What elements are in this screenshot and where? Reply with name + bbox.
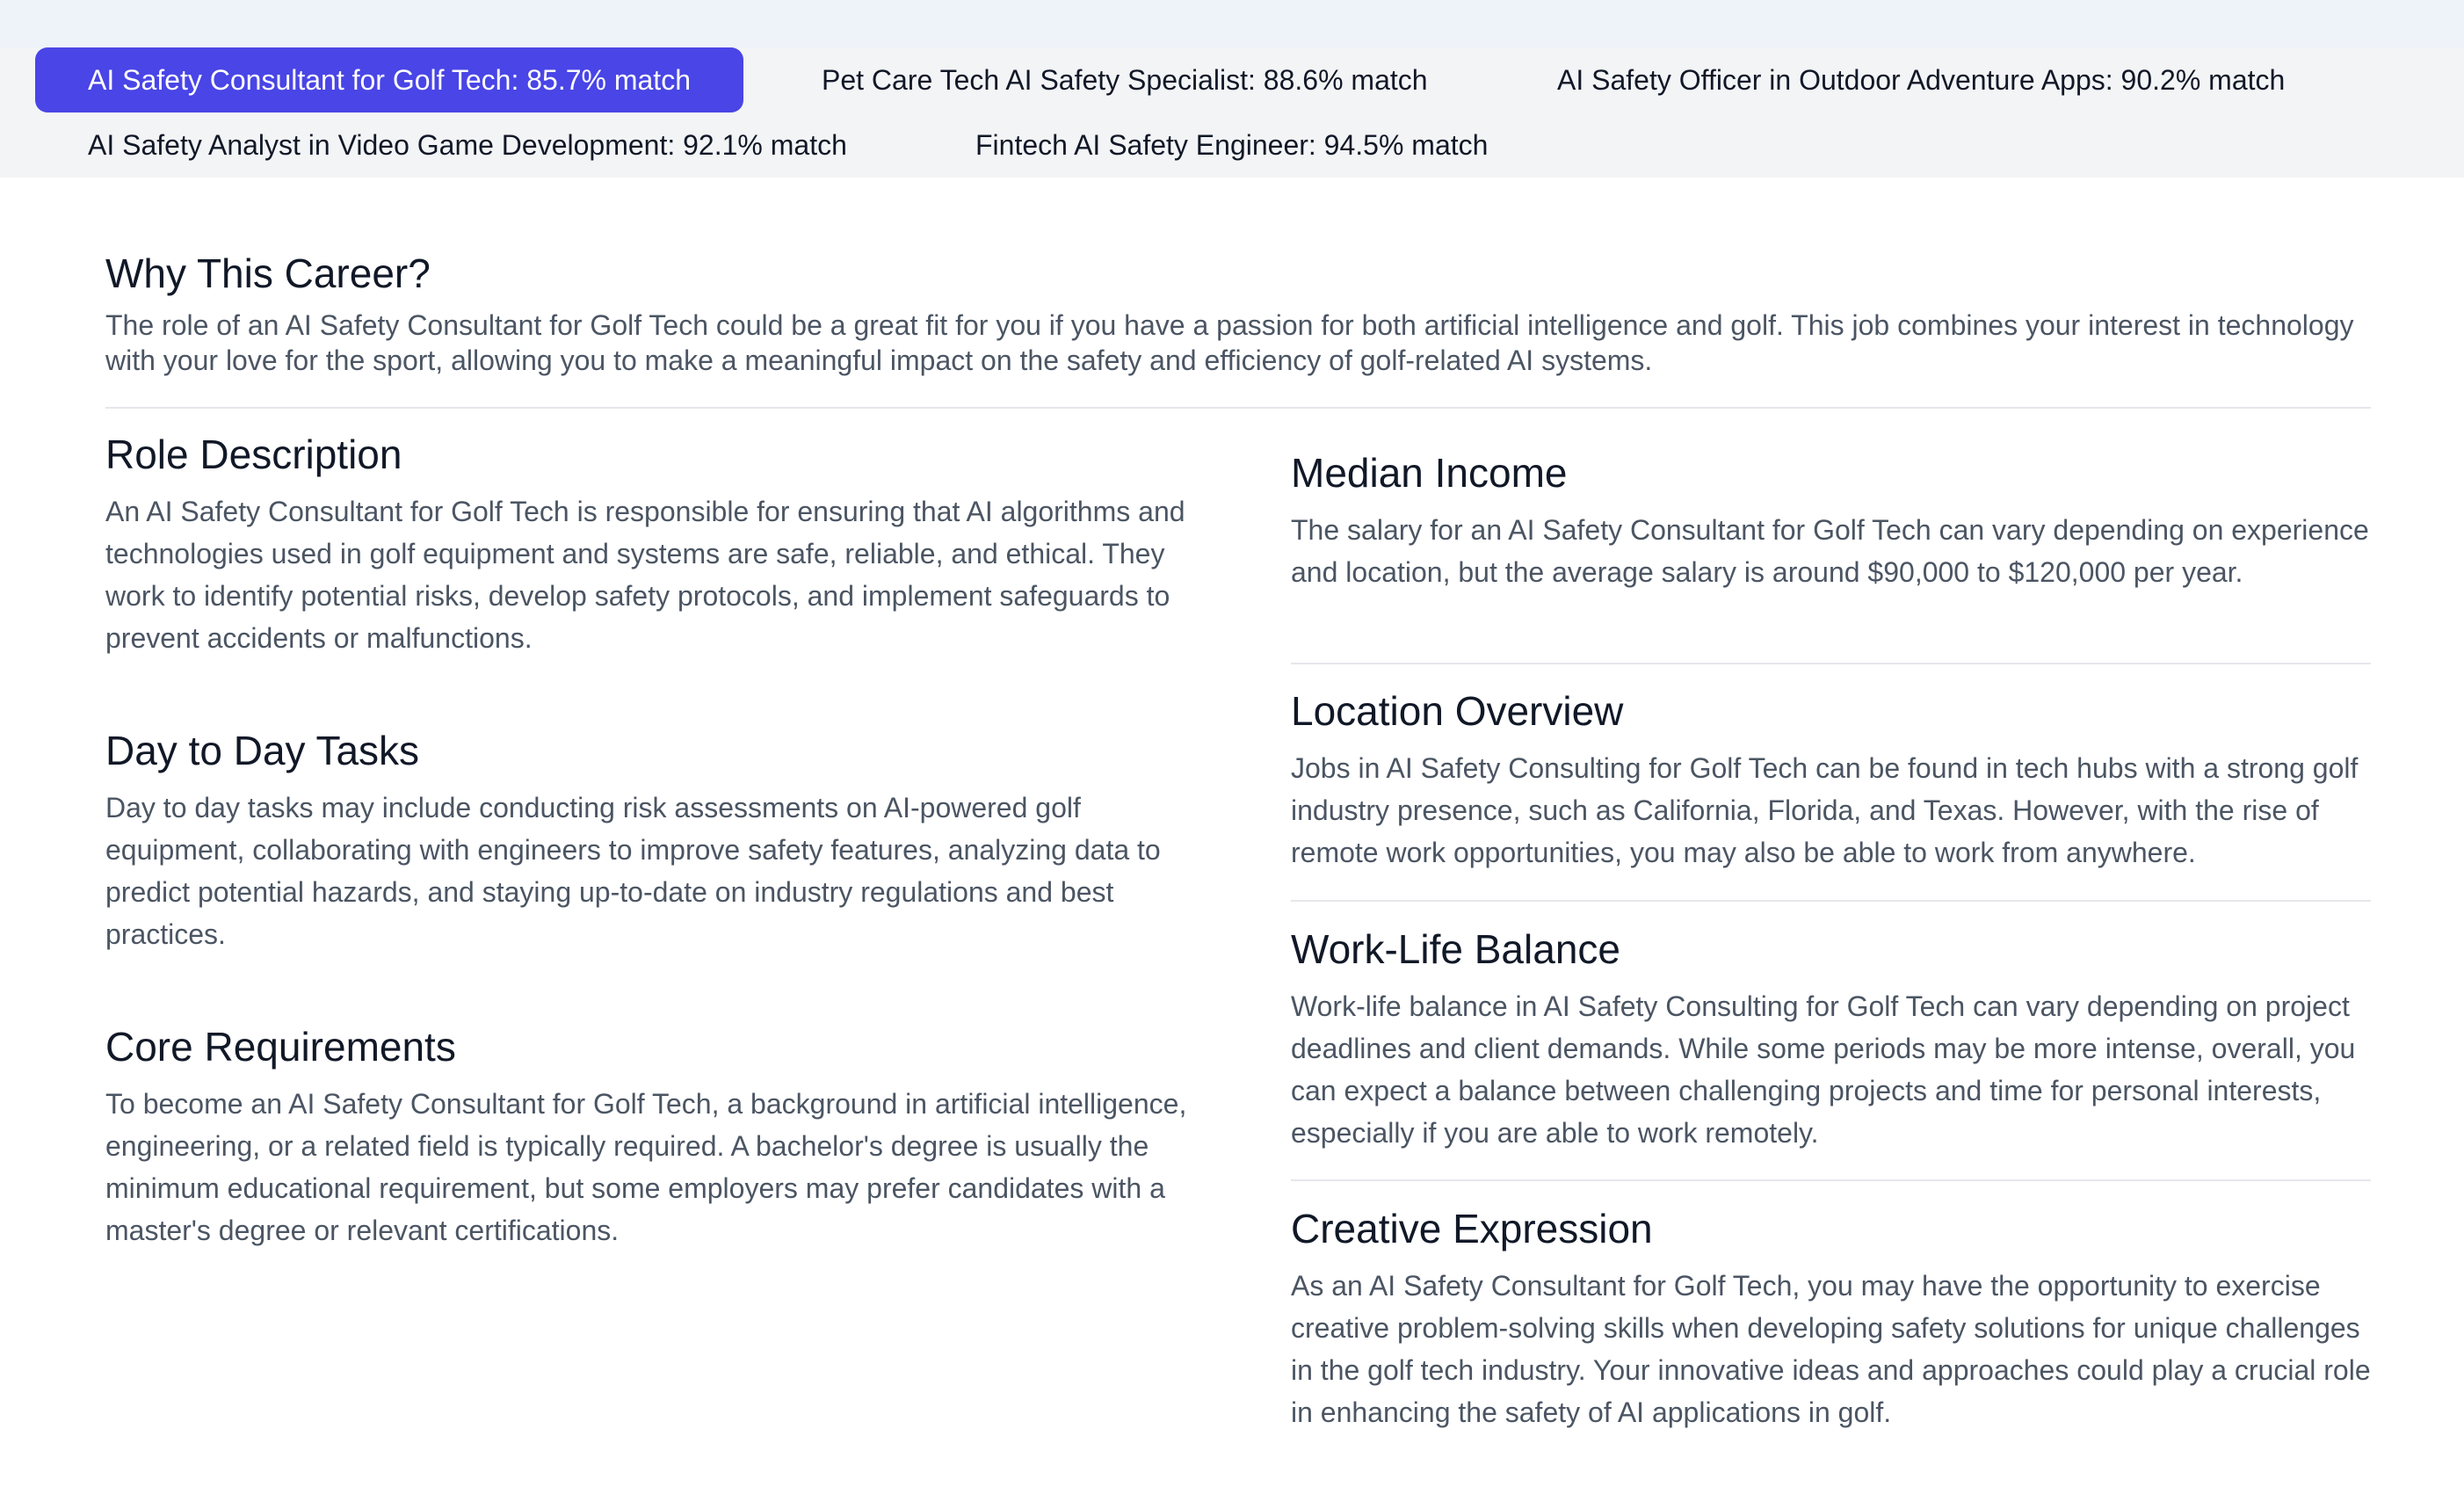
work-life-balance-heading: Work-Life Balance: [1291, 926, 1620, 972]
median-income-heading: Median Income: [1291, 450, 1568, 496]
location-overview-text: Jobs in AI Safety Consulting for Golf Tech can be found in tech hubs with a strong golf industry presence, such as California, Florida, and Texas. However, with the rise of remote work opportunities, you may also be able to work from anywhere.: [1291, 752, 2359, 868]
role-description-heading: Role Description: [105, 432, 402, 477]
core-requirements-heading: Core Requirements: [105, 1024, 456, 1070]
creative-expression-section: [1291, 1201, 2371, 1433]
median-income-section: [1291, 446, 2371, 593]
tab-fintech[interactable]: Fintech AI Safety Engineer: 94.5% match: [975, 129, 1489, 161]
day-to-day-tasks-section: [105, 723, 1195, 955]
location-overview-section: [1291, 684, 2371, 874]
creative-expression-heading: Creative Expression: [1291, 1206, 1653, 1251]
day-to-day-tasks-text: Day to day tasks may include conducting risk assessments on AI-powered golf equipment, collaborating with engineers to improve safety features, analyzing data to predict potential hazards, and staying up-to-date on industry regulations and best practices.: [105, 792, 1161, 950]
core-requirements-section: [105, 1019, 1195, 1251]
work-life-balance-section: [1291, 922, 2371, 1154]
top-strip: [0, 0, 2464, 47]
tab-video-game[interactable]: AI Safety Analyst in Video Game Development: 92.1% match: [88, 129, 847, 161]
tab-pet-care-tech[interactable]: Pet Care Tech AI Safety Specialist: 88.6% match: [822, 64, 1428, 96]
divider: [1291, 1179, 2371, 1181]
work-life-balance-text: Work-life balance in AI Safety Consulting for Golf Tech can vary depending on project deadlines and client demands. While some periods may be more intense, overall, you can expect a balance between challenging projects and time for personal interests, especially if you are able to work remotely.: [1291, 990, 2356, 1149]
why-this-career-text: The role of an AI Safety Consultant for Golf Tech could be a great fit for you if you have a passion for both artificial intelligence and golf. This job combines your interest in technology with your love for the sport, allowing you to make a meaningful impact on the safety and efficiency of golf-related AI systems.: [105, 309, 2354, 376]
tab-outdoor-adventure[interactable]: AI Safety Officer in Outdoor Adventure Apps: 90.2% match: [1557, 64, 2286, 96]
day-to-day-tasks-heading: Day to Day Tasks: [105, 728, 420, 773]
why-this-career-section: [105, 246, 2371, 378]
creative-expression-text: As an AI Safety Consultant for Golf Tech, you may have the opportunity to exercise creative problem-solving skills when developing safety solutions for unique challenges in the golf tech industry. Your innovative ideas and approaches could play a crucial role in enhancing the safety of AI applications in golf.: [1291, 1270, 2371, 1428]
role-description-section: [105, 427, 1195, 659]
location-overview-heading: Location Overview: [1291, 688, 1624, 734]
core-requirements-text: To become an AI Safety Consultant for Golf Tech, a background in artificial intelligence, engineering, or a related field is typically required. A bachelor's degree is usually the minimum educational requirement, but some employers may prefer candidates with a master's degree or relevant certifications.: [105, 1088, 1187, 1246]
median-income-text: The salary for an AI Safety Consultant for Golf Tech can vary depending on experience and location, but the average salary is around $90,000 to $120,000 per year.: [1291, 514, 2369, 588]
why-this-career-heading: Why This Career?: [105, 250, 431, 296]
divider: [1291, 663, 2371, 664]
role-description-text: An AI Safety Consultant for Golf Tech is responsible for ensuring that AI algorithms and technologies used in golf equipment and systems are safe, reliable, and ethical. They work to identify potential risks, develop safety protocols, and implement safeguards to prevent accidents or malfunctions.: [105, 496, 1185, 654]
divider: [1291, 900, 2371, 902]
career-tabs: [0, 47, 2464, 178]
tab-golf-tech[interactable]: AI Safety Consultant for Golf Tech: 85.7% match: [35, 47, 743, 112]
divider: [105, 407, 2371, 409]
